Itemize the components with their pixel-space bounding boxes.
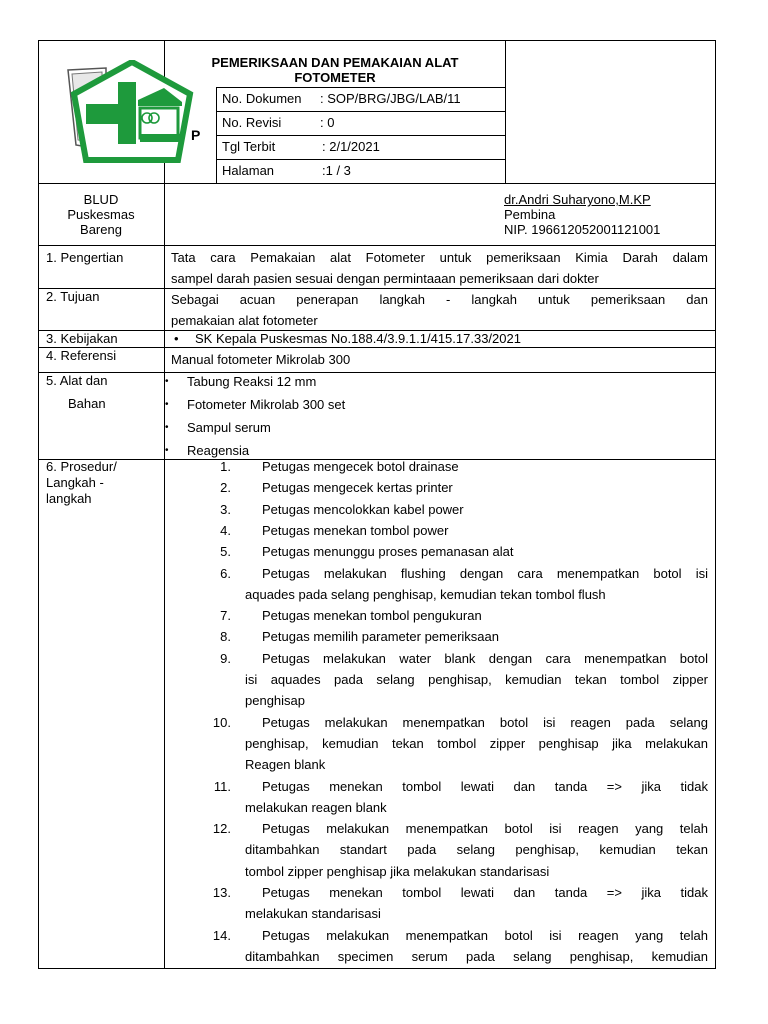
org-line2: Puskesmas xyxy=(67,207,135,222)
doc-title-line1: PEMERIKSAAN DAN PEMAKAIAN ALAT xyxy=(211,55,459,70)
prosedur-label-line3: langkah xyxy=(46,491,92,506)
tujuan-line2: pemakaian alat fotometer xyxy=(171,313,318,328)
step-text-line: melakukan standarisasi xyxy=(245,906,381,922)
pengertian-line2: sampel darah pasien sesuai dengan permintaaan pemeriksaan dari dokter xyxy=(171,271,599,286)
step-text-line: Petugas melakukan menempatkan botol isi reagen pada selang xyxy=(262,714,708,730)
pengertian-line1: Tata cara Pemakaian alat Fotometer untuk pemeriksaan Kimia Darah dalam xyxy=(171,250,708,265)
logo-letter: P xyxy=(191,127,201,143)
revisi-value: : 0 xyxy=(320,115,335,130)
step-number: 8. xyxy=(220,629,231,645)
prosedur-label-line1: 6. Prosedur/ xyxy=(46,459,117,474)
terbit-value: : 2/1/2021 xyxy=(322,139,380,154)
step-number: 13. xyxy=(212,885,231,900)
approver-name: dr.Andri Suharyono,M.KP xyxy=(504,192,651,207)
referensi-label: 4. Referensi xyxy=(46,348,117,363)
tujuan-line1: Sebagai acuan penerapan langkah - langkah untuk pemeriksaan dan xyxy=(171,292,708,307)
referensi-text: Manual fotometer Mikrolab 300 xyxy=(171,352,351,367)
step-text-line: tombol zipper penghisap jika melakukan standarisasi xyxy=(245,863,550,879)
doc-title-line2: FOTOMETER xyxy=(294,70,376,85)
alat-bullet: • xyxy=(165,376,169,387)
step-number: 10. xyxy=(212,714,231,730)
alat-bullet: • xyxy=(165,422,169,433)
alat-item: Fotometer Mikrolab 300 set xyxy=(187,397,346,412)
step-text-line: Petugas melakukan menempatkan botol isi reagen yang telah xyxy=(262,821,708,837)
step-number: 11. xyxy=(213,778,231,794)
step-text-line: Petugas melakukan flushing dengan cara menempatkan botol isi xyxy=(262,565,708,581)
puskesmas-logo-icon xyxy=(66,60,201,165)
step-text-line: Petugas mencolokkan kabel power xyxy=(262,501,464,517)
step-number: 7. xyxy=(220,608,231,624)
alat-bullet: • xyxy=(165,399,169,410)
doc-no-value: : SOP/BRG/JBG/LAB/11 xyxy=(320,91,461,106)
step-number: 2. xyxy=(220,480,231,496)
step-text-line: Petugas melakukan menempatkan botol isi reagen yang telah xyxy=(262,927,708,943)
step-text-line: Petugas mengecek botol drainase xyxy=(262,459,459,474)
step-text-line: Petugas menekan tombol pengukuran xyxy=(262,608,482,624)
step-text-line: melakukan reagen blank xyxy=(245,799,387,815)
pengertian-text xyxy=(171,247,708,289)
step-text-line: ditambahkan standart pada selang penghisap, kemudian tekan xyxy=(245,842,708,858)
step-number: 5. xyxy=(220,544,231,560)
kebijakan-text: SK Kepala Puskesmas No.188.4/3.9.1.1/415.17.33/2021 xyxy=(195,331,521,346)
alat-label-line2: Bahan xyxy=(68,396,106,411)
alat-item: Sampul serum xyxy=(187,420,271,435)
kebijakan-label: 3. Kebijakan xyxy=(46,331,118,346)
step-number: 3. xyxy=(220,501,231,517)
approver-nip: NIP. 196612052001121001 xyxy=(504,222,661,237)
step-number: 14. xyxy=(212,927,231,943)
step-text-line: penghisap, kemudian tekan tombol zipper penghisap jika melakukan xyxy=(245,735,708,751)
step-number: 6. xyxy=(220,565,231,581)
halaman-value: :1 / 3 xyxy=(322,163,351,178)
doc-no-label: No. Dokumen xyxy=(222,91,302,106)
step-text-line: Petugas memilih parameter pemeriksaan xyxy=(262,629,499,645)
step-text-line: Petugas menunggu proses pemanasan alat xyxy=(262,544,514,560)
alat-item: Reagensia xyxy=(187,443,250,458)
step-text-line: ditambahkan specimen serum pada selang penghisap, kemudian xyxy=(245,948,708,964)
alat-item: Tabung Reaksi 12 mm xyxy=(187,374,317,389)
tujuan-text xyxy=(171,289,708,331)
alat-bullet: • xyxy=(165,445,169,456)
terbit-label: Tgl Terbit xyxy=(222,139,276,154)
step-text-line: aquades pada selang penghisap, kemudian tekan tombol flush xyxy=(245,586,606,602)
step-number: 12. xyxy=(212,821,231,837)
step-text-line: Petugas mengecek kertas printer xyxy=(262,480,453,496)
step-text-line: Petugas menekan tombol power xyxy=(262,522,449,538)
step-number: 1. xyxy=(220,459,231,474)
pengertian-label: 1. Pengertian xyxy=(46,250,124,265)
revisi-label: No. Revisi xyxy=(222,115,282,130)
org-line1: BLUD xyxy=(83,192,119,207)
step-text-line: Reagen blank xyxy=(245,757,326,773)
step-number: 9. xyxy=(220,650,231,666)
step-text-line: Petugas melakukan water blank dengan cara menempatkan botol xyxy=(262,650,708,666)
alat-label-line1: 5. Alat dan xyxy=(46,373,108,388)
tujuan-label: 2. Tujuan xyxy=(46,289,100,304)
step-text-line: Petugas menekan tombol lewati dan tanda => jika tidak xyxy=(262,885,708,900)
org-line3: Bareng xyxy=(80,222,122,237)
kebijakan-bullet: • xyxy=(174,331,179,346)
step-text-line: penghisap xyxy=(245,693,305,709)
step-number: 4. xyxy=(220,522,231,538)
step-text-line: isi aquades pada selang penghisap, kemudian tekan tombol zipper xyxy=(245,672,708,687)
halaman-label: Halaman xyxy=(222,163,275,178)
approver-role: Pembina xyxy=(504,207,556,222)
step-text-line: Petugas menekan tombol lewati dan tanda => jika tidak xyxy=(262,778,708,794)
prosedur-label-line2: Langkah - xyxy=(46,475,104,490)
